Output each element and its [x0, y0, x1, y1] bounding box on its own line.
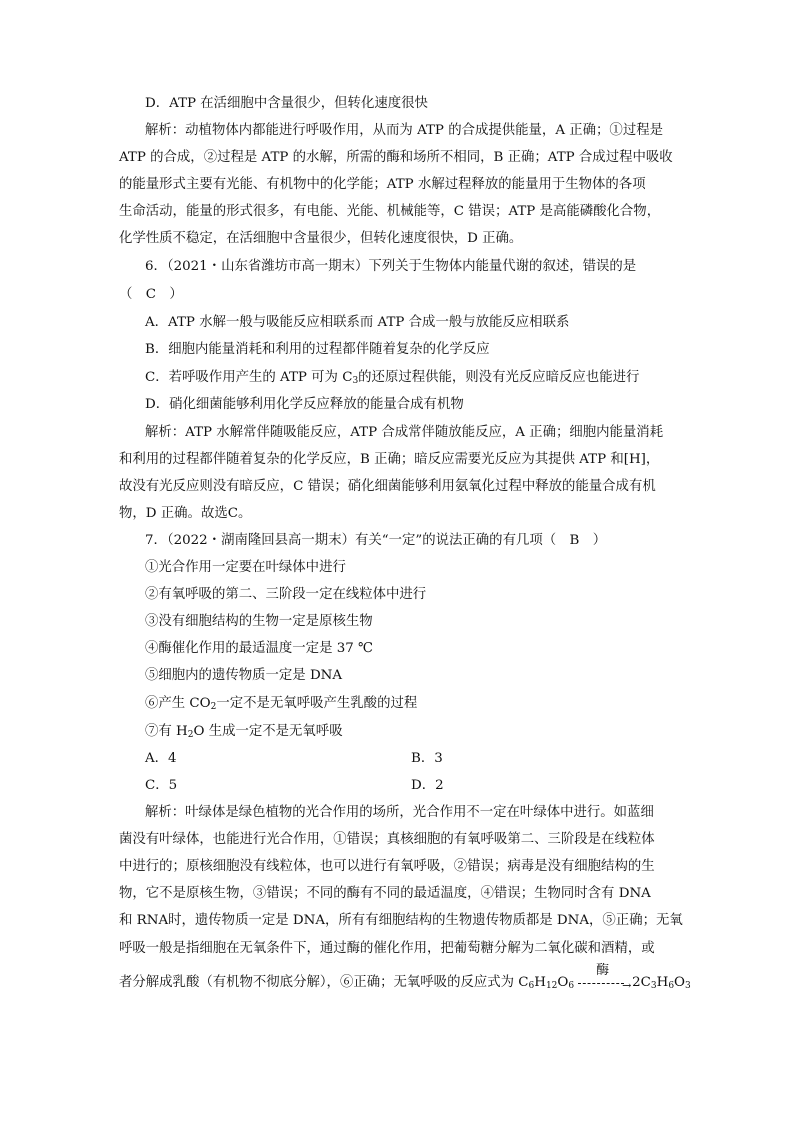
q6-analysis-line-1: 解析：ATP 水解常伴随吸能反应，ATP 合成常伴随放能反应，A 正确；细胞内能量消耗 — [145, 425, 664, 440]
q6-option-b: B．细胞内能量消耗和利用的过程都伴随着复杂的化学反应 — [145, 342, 490, 357]
q5-analysis-line-1: 解析：动植物体内都能进行呼吸作用，从而为 ATP 的合成提供能量，A 正确；①过程是 — [145, 123, 663, 138]
q7-option-b: B．3 — [411, 751, 443, 766]
q7-analysis-line-5: 和 RNA时，遗传物质一定是 DNA，所有有细胞结构的生物遗传物质都是 DNA，⑤正确；无氧 — [119, 913, 683, 928]
q5-option-d: D．ATP 在活细胞中含量很少，但转化速度很快 — [145, 96, 428, 111]
q7-statement-2: ②有氧呼吸的第二、三阶段一定在线粒体中进行 — [145, 587, 427, 602]
q7-statement-3: ③没有细胞结构的生物一定是原核生物 — [145, 614, 373, 629]
q7-analysis-line-4: 物，它不是原核生物，③错误；不同的酶有不同的最适温度，④错误；生物同时含有 DNA — [119, 886, 651, 901]
q7-statement-4: ④酶催化作用的最适温度一定是 37 ℃ — [145, 641, 373, 656]
q7-statement-1: ①光合作用一定要在叶绿体中进行 — [145, 560, 346, 575]
q6-analysis-line-2: 和利用的过程都伴随着复杂的化学反应，B 正确；暗反应需要光反应为其提供 ATP 和[H]， — [119, 452, 660, 467]
q5-analysis-line-4: 生命活动，能量的形式很多，有电能、光能、机械能等，C 错误；ATP 是高能磷酸化合物， — [119, 204, 661, 219]
q7-option-d: D．2 — [411, 778, 444, 793]
q6-analysis-line-4: 物，D 正确。故选C。 — [119, 506, 252, 521]
q6-option-a: A．ATP 水解一般与吸能反应相联系而 ATP 合成一般与放能反应相联系 — [145, 315, 570, 330]
q7-analysis-line-3: 中进行的；原核细胞没有线粒体，也可以进行有氧呼吸，②错误；病毒是没有细胞结构的生 — [119, 859, 655, 874]
q7-analysis-line-6: 呼吸一般是指细胞在无氧条件下，通过酶的催化作用，把葡萄糖分解为二氧化碳和酒精，或 — [119, 941, 655, 956]
q7-option-c: C．5 — [145, 778, 178, 793]
q7-analysis-line-7: 者分解成乳酸（有机物不彻底分解），⑥正确；无氧呼吸的反应式为 $C_6H_{12}O_6$ 酶 → $2C_3H_6O_3$ — [119, 973, 691, 993]
q7-statement-6: ⑥产生 $CO_2$一定不是无氧呼吸产生乳酸的过程 — [145, 696, 418, 712]
q6-answer: （ C ） — [119, 287, 183, 302]
q7-analysis-line-2: 菌没有叶绿体，也能进行光合作用，①错误；真核细胞的有氧呼吸第二、三阶段是在线粒体 — [119, 832, 655, 847]
q7-statement-7: ⑦有 $H_2O$ 生成一定不是无氧呼吸 — [145, 724, 343, 740]
reaction-arrow — [574, 963, 632, 993]
q7-analysis-line-1: 解析：叶绿体是绿色植物的光合作用的场所，光合作用不一定在叶绿体中进行。如蓝细 — [145, 805, 654, 820]
q7-option-a: A．4 — [145, 751, 177, 766]
q6-option-d: D．硝化细菌能够利用化学反应释放的能量合成有机物 — [145, 397, 464, 412]
arrow-shaft — [578, 983, 624, 984]
catalyst-label: 酶 — [596, 963, 610, 978]
q6-stem: 6．（2021・山东省潍坊市高一期末）下列关于生物体内能量代谢的叙述，错误的是 — [145, 259, 637, 274]
q6-option-c: C．若呼吸作用产生的 ATP 可为 $C_3$的还原过程供能，则没有光反应暗反应也能进行 — [145, 370, 640, 386]
q5-analysis-line-3: 的能量形式主要有光能、有机物中的化学能；ATP 水解过程释放的能量用于生物体的各项 — [119, 177, 646, 192]
arrow-head-icon: → — [622, 979, 632, 992]
q7-stem: 7．（2022・湖南隆回县高一期末）有关“一定”的说法正确的有几项（ B ） — [145, 533, 607, 548]
q7-statement-5: ⑤细胞内的遗传物质一定是 DNA — [145, 668, 343, 683]
q6-analysis-line-3: 故没有光反应则没有暗反应，C 错误；硝化细菌能够利用氨氧化过程中释放的能量合成有机 — [119, 479, 656, 494]
q5-analysis-line-2: ATP 的合成，②过程是 ATP 的水解，所需的酶和场所不相同，B 正确；ATP 合成过程中吸收 — [119, 150, 673, 165]
q5-analysis-line-5: 化学性质不稳定，在活细胞中含量很少，但转化速度很快，D 正确。 — [119, 231, 523, 246]
